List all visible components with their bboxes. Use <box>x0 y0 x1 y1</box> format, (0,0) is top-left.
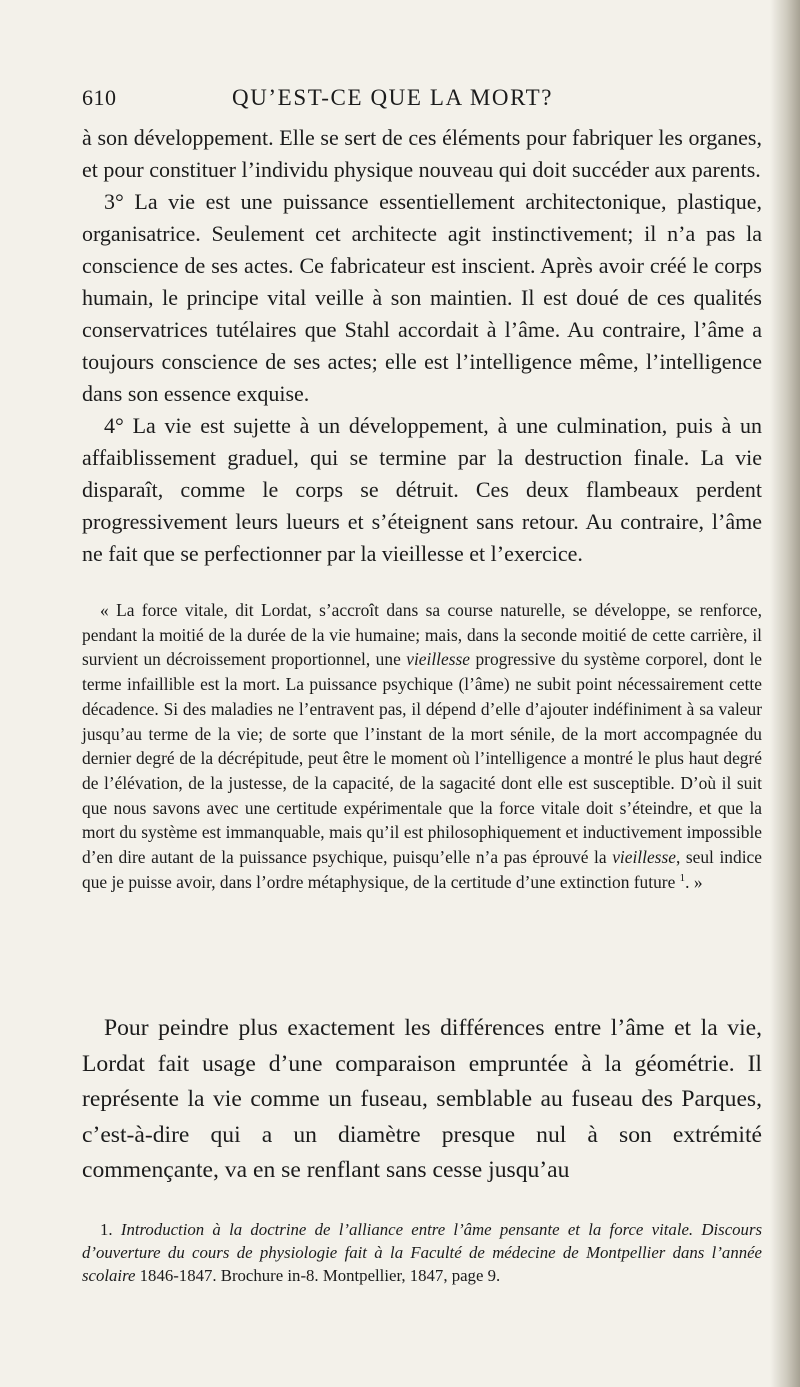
paragraph-continuation: à son développement. Elle se sert de ces éléments pour fabriquer les organes, et pour constituer l’individu physique nouveau qui doit succéder aux parents. <box>82 125 762 182</box>
footnote-number: 1. <box>100 1220 113 1239</box>
quote-text-3: , seul indice que je puisse avoir, dans l’ordre métaphysique, de la certitude d’une extinction future <box>82 847 762 892</box>
page-edge-shadow <box>770 0 800 1387</box>
footnote <box>82 1218 762 1287</box>
page-number: 610 <box>82 85 117 110</box>
quote-text-1: « La force vitale, dit Lordat, s’accroît dans sa course naturelle, se développe, se renforce, pendant la moitié de la durée de la vie humaine; mais, dans la seconde moitié de cette carrière, il survient un décroissement proportionnel, une <box>82 600 762 670</box>
quote-emphasis-2: vieillesse <box>612 847 676 868</box>
quotation-paragraph <box>82 598 762 894</box>
quote-text-2: progressive du système corporel, dont le terme infaillible est la mort. La puissance psychique (l’âme) ne subit point nécessairement cette décadence. Si des maladies ne l’entravent pas, il dépend d’elle d’ajouter indéfiniment à sa valeur jusqu’au terme de la vie; de sorte que l’instant de la mort sénile, de la mort accompagnée du dernier degré de la décrépitude, peut être le moment où l’intelligence a montré le plus haut degré de l’élévation, de la justesse, de la capacité, de la sagacité dont elle est susceptible. D’où il suit que nous savons avec une certitude expérimentale que la force vitale doit s’éteindre, et que la mort du système est immanquable, mais qu’il est philosophiquement et inductivement impossible d’en dire autant de la puissance psychique, puisqu’elle n’a pas éprouvé la <box>82 649 762 868</box>
footnote-paragraph <box>82 1218 762 1287</box>
paragraph-comparison: Pour peindre plus exactement les différences entre l’âme et la vie, Lordat fait usage d’une comparaison empruntée à la géométrie. Il représente la vie comme un fuseau, semblable au fuseau des Parques, c’est-à-dire qui a un diamètre presque nul à son extrémité commençante, va en se renflant sans cesse jusqu’au <box>82 1015 762 1183</box>
lordat-quotation <box>82 598 762 894</box>
quote-close: . » <box>685 871 703 892</box>
paragraph-point-3: 3° La vie est une puissance essentiellement architectonique, plastique, organisatrice. Seulement cet architecte agit instinctivement; il n’a pas la conscience de ses actes. Ce fabricateur est inscient. Après avoir créé le corps humain, le principe vital veille à son maintien. Il est doué de ces qualités conservatrices tutélaires que Stahl accordait à l’âme. Au contraire, l’âme a toujours conscience de ses actes; elle est l’intelligence même, l’intelligence dans son essence exquise. <box>82 189 762 406</box>
footnote-reference: 1 <box>679 871 686 884</box>
page-header <box>82 85 762 117</box>
running-title: QU’EST-CE QUE LA MORT? <box>232 85 554 110</box>
closing-text <box>82 1011 762 1189</box>
footnote-title: Introduction à la doctrine de l’alliance entre l’âme pensante et la force vitale. Discours d’ouverture du cours de physiologie fait à la Faculté de médecine de Montpellier dans l’année scolaire <box>82 1220 762 1285</box>
quote-emphasis-1: vieillesse <box>406 649 470 670</box>
footnote-details: 1846-1847. Brochure in-8. Montpellier, 1847, page 9. <box>139 1266 501 1285</box>
book-page <box>82 0 762 1387</box>
main-text <box>82 122 762 570</box>
paragraph-point-4: 4° La vie est sujette à un développement, à une culmination, puis à un affaiblissement graduel, qui se termine par la destruction finale. La vie disparaît, comme le corps se détruit. Ces deux flambeaux perdent progressivement leurs lueurs et s’éteignent sans retour. Au contraire, l’âme ne fait que se perfectionner par la vieillesse et l’exercice. <box>82 413 762 566</box>
